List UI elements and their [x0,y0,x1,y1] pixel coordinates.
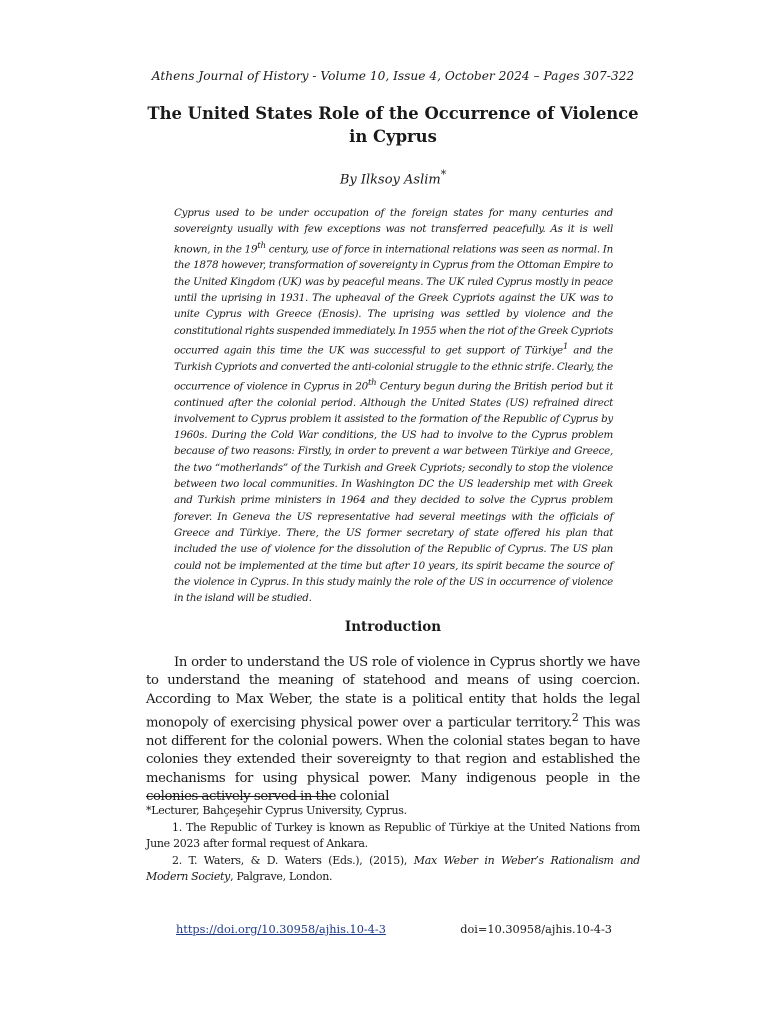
footnote-2-suffix: , Palgrave, London. [230,870,333,883]
body-part-1: In order to understand the US role of violence in Cyprus shortly we have to understand the meaning of statehood and means of using coercion. According to Max Weber, the state is a political entity that holds the legal monopoly of exercising physical power over a particular territory. [146,655,640,731]
abstract [174,205,613,606]
journal-header: Athens Journal of History - Volume 10, Issue 4, October 2024 – Pages 307-322 [151,69,635,83]
footnote-2 [146,853,640,886]
footnote-author-affiliation: *Lecturer, Bahçeşehir Cyprus University, Cyprus. [146,804,407,817]
section-heading-introduction: Introduction [344,619,442,635]
doi-link[interactable]: https://doi.org/10.30958/ajhis.10-4-3 [176,923,386,936]
abstract-part-2: century, use of force in international relations was seen as normal. In the 1878 however, transformation of sovereignty in Cyprus from the Ottoman Empire to the United Kingdom (UK) was by peaceful means. The UK ruled Cyprus mostly in peace until the uprising in 1931. The upheaval of the Greek Cypriots against the UK was to unite Cyprus with Greece (Enosis). The uprising was settled by violence and the constitutional rights suspended immediately. In 1955 when the riot of the Greek Cypriots occurred again this time the UK was successful to get support of Türkiye [174,243,613,357]
paper-title: The United States Role of the Occurrence of Violence in Cyprus [147,104,639,146]
introduction-paragraph [146,654,640,807]
footnote-ref-2[interactable]: 2 [571,711,579,725]
footnote-1: 1. The Republic of Turkey is known as Republic of Türkiye at the United Nations from June 2023 after formal request of Ankara. [146,820,640,850]
abstract-part-3: and the Turkish Cypriots and converted the anti-colonial struggle to the ethnic strife. Clearly, the occurrence of violence in Cyprus in 20 [174,344,613,393]
author-footnote-mark: * [440,168,447,181]
abstract-part-1: Cyprus used to be under occupation of the foreign states for many centuries and sovereignty usually with few exceptions was not transferred peacefully. As it is well known, in the 19 [174,207,613,256]
body-part-2: This was not different for the colonial powers. When the colonial states began to have colonies they extended their sovereignty to that region and established the mechanisms for using physical power. Many indigenous people in the colonies actively served in the colonial [146,715,640,805]
abstract-part-4: Century begun during the British period but it continued after the colonial period. Although the United States (US) refrained direct involvement to Cyprus problem it assisted to the formation of the Republic of Cyprus by 1960s. During the Cold War conditions, the US had to involve to the Cyprus problem because of two reasons: Firstly, in order to prevent a war between Türkiye and Greece, the two “motherlands” of the Turkish and Greek Cypriots; secondly to stop the violence between two local communities. In Washington DC the US leadership met with Greek and Turkish prime ministers in 1964 and they decided to solve the Cyprus problem forever. In Geneva the US representative had several meetings with the officials of Greece and Türkiye. There, the US former secretary of state offered his plan that included the use of violence for the dissolution of the Republic of Cyprus. The US plan could not be implemented at the time but after 10 years, its spirit became the source of the violence in Cyprus. In this study mainly the role of the US in occurrence of violence in the island will be studied. [174,380,613,605]
author-name: Ilksoy Aslim [360,172,441,188]
footnote-divider [146,796,332,797]
footnote-ref-1[interactable]: 1 [562,341,569,352]
footnotes [146,803,640,886]
footnote-2-source-title: Max Weber in Weber’s Rationalism and Modern Society [146,853,640,883]
doi-label: doi=10.30958/ajhis.10-4-3 [460,923,612,936]
footnote-2-prefix: 2. T. Waters, & D. Waters (Eds.), (2015), [172,853,414,867]
author-prefix: By [339,172,361,188]
abstract-superscript-th-2: th [367,377,377,388]
author-line [146,166,640,189]
abstract-superscript-th: th [257,240,266,251]
